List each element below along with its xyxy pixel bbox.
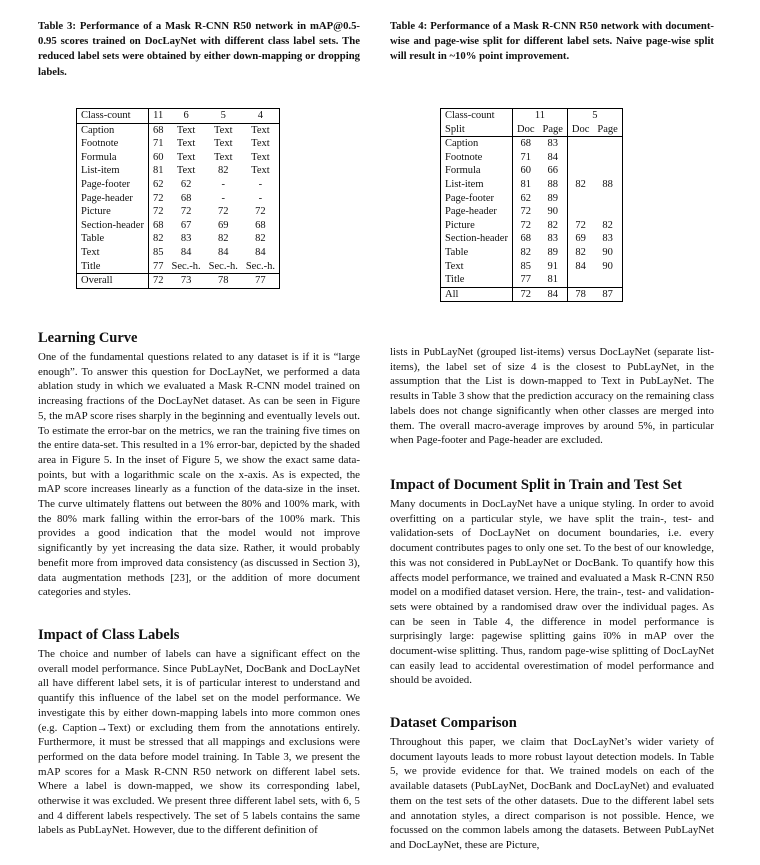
row-label: Footnote <box>441 151 513 165</box>
table-cell: 4 <box>242 109 280 124</box>
row-label: Footnote <box>77 137 149 151</box>
table-row <box>441 260 623 274</box>
table-cell: 73 <box>167 274 204 289</box>
table-header-cell: Page <box>538 123 567 137</box>
table-row <box>77 109 280 124</box>
table-cell <box>593 164 622 178</box>
table-cell: 84 <box>575 260 586 272</box>
table-cell: Text <box>251 124 270 136</box>
section-body: Many documents in DocLayNet have a unique styling. In order to avoid overfitting on a particular style, we have split the train-, test- and validation-sets of DocLayNet on document boundaries, i.e. every document contributes pages to only one set. To the best of our knowledge, this was not considered in PubLayNet or DocBank. To quantify how this affects model performance, we trained and evaluated a Mask R-CNN R50 model on a modified dataset version. Here, the train-, test- and validation-sets were obtained by a randomised draw over the individual pages. As can be seen in Table 4, the difference in model performance is surprisingly large: pagewise splitting gains ĩ0% in mAP over the document-wise splitting. Thus, random page-wise splitting of DocLayNet can easily lead to accidental overestimation of model performance and should be avoided. <box>390 498 714 687</box>
table-cell: 85 <box>152 246 164 258</box>
table-cell: 82 <box>602 219 613 231</box>
row-label: Title <box>441 273 513 287</box>
table4-caption: Table 4: Performance of a Mask R-CNN R50 network with document-wise and page-wise split for different label sets. Naive page-wise split will result in ~10% point improvement. <box>390 20 714 63</box>
table-cell: 77 <box>242 274 280 289</box>
section-heading: Dataset Comparison <box>390 715 517 731</box>
table-row <box>441 232 623 246</box>
table4 <box>440 108 623 302</box>
table-cell: 82 <box>520 246 531 258</box>
table-cell: 84 <box>180 246 192 258</box>
table-cell: 83 <box>180 233 192 245</box>
table-row <box>441 137 623 151</box>
table-cell: 82 <box>575 246 586 258</box>
row-label: Table <box>441 246 513 260</box>
row-label: Formula <box>441 164 513 178</box>
table-cell: 84 <box>538 151 567 165</box>
table-cell: Text <box>176 165 196 177</box>
table-cell <box>567 273 593 287</box>
table-cell: 83 <box>538 232 567 246</box>
section-body: Throughout this paper, we claim that DocLayNet’s wider variety of document layouts leads to more robust layout detection models. In Table 5, we provide evidence for that. We trained models on each of the available datasets (PubLayNet, DocBank and DocLayNet) and evaluated them on the test sets of the other datasets. Due to the different label sets and annotation styles, a direct comparison is not possible. Hence, we focussed on the common labels among the datasets. Between PubLayNet and DocLayNet, these are Picture, <box>390 736 714 851</box>
table-row <box>77 232 280 246</box>
table-cell: 62 <box>180 178 192 190</box>
table-cell: 87 <box>593 287 622 302</box>
table-cell: 82 <box>217 165 229 177</box>
table-header-cell: Doc <box>512 123 538 137</box>
table-row <box>77 205 280 219</box>
table-cell: 6 <box>167 109 204 124</box>
row-label: Formula <box>77 151 149 165</box>
table-row <box>77 123 280 137</box>
table-cell: 88 <box>538 178 567 192</box>
table-cell: Text <box>251 138 270 150</box>
table-cell: - <box>221 178 225 190</box>
table-cell: 83 <box>602 233 613 245</box>
row-label: Split <box>441 123 513 137</box>
section-heading: Impact of Document Split in Train and Test Set <box>390 477 682 493</box>
table-row <box>77 178 280 192</box>
row-label: Section-header <box>77 219 149 233</box>
table-cell <box>593 137 622 151</box>
table-cell: 60 <box>152 151 164 163</box>
row-label: Class-count <box>77 109 149 124</box>
row-label: Page-footer <box>441 192 513 206</box>
row-label: Picture <box>441 219 513 233</box>
row-label: Caption <box>441 137 513 151</box>
row-label: Page-header <box>77 192 149 206</box>
row-label: Section-header <box>441 232 513 246</box>
section-body: lists in PubLayNet (grouped list-items) versus DocLayNet (separate list-items), the label set of size 4 is the closest to PubLayNet, in the assumption that the List is down-mapped to Text in PubLayNet. The results in Table 3 show that the prediction accuracy on the remaining class labels does not change significantly when other classes are merged into them. The overall macro-average improves by around 5%, in particular when Page-footer and Page-header are excluded. <box>390 346 714 447</box>
row-label: Class-count <box>441 109 513 123</box>
table-row <box>77 192 280 206</box>
row-label: All <box>441 287 513 302</box>
table-row <box>77 164 280 178</box>
table-row <box>441 192 623 206</box>
table-cell: Text <box>251 151 270 163</box>
table-row <box>441 219 623 233</box>
table-cell: Text <box>176 151 196 163</box>
table-cell: - <box>221 192 225 204</box>
table-cell: 85 <box>520 260 531 272</box>
table-cell <box>593 273 622 287</box>
table-row <box>441 205 623 219</box>
table-cell: 90 <box>538 205 567 219</box>
table-cell: 60 <box>520 165 531 177</box>
table-cell: Text <box>176 138 196 150</box>
table-cell: 69 <box>575 233 586 245</box>
table-cell: 82 <box>217 233 229 245</box>
section-heading: Learning Curve <box>38 330 138 346</box>
table-cell: 89 <box>538 246 567 260</box>
table-row <box>441 287 623 302</box>
table-cell: 72 <box>180 206 192 218</box>
table-cell: 84 <box>217 246 229 258</box>
table-cell <box>567 151 593 165</box>
table-row <box>77 260 280 274</box>
row-label: List-item <box>77 164 149 178</box>
table-cell: 88 <box>602 178 613 190</box>
table-cell: 77 <box>520 274 531 286</box>
table-cell <box>567 164 593 178</box>
table-cell: 68 <box>152 219 164 231</box>
table-cell: 82 <box>152 233 164 245</box>
row-label: Picture <box>77 205 149 219</box>
table-cell: - <box>258 178 263 190</box>
section-learning-curve <box>38 329 360 600</box>
table-cell: 83 <box>538 137 567 151</box>
row-label: Text <box>77 246 149 260</box>
table-cell: 81 <box>152 165 164 177</box>
table-cell: 68 <box>152 124 164 136</box>
table-cell: 72 <box>152 206 164 218</box>
table-cell: 72 <box>148 274 167 289</box>
table-cell: 81 <box>538 273 567 287</box>
table-cell: 82 <box>255 233 266 245</box>
row-label: Title <box>77 260 149 274</box>
row-label: Overall <box>77 274 149 289</box>
table-cell: 78 <box>567 287 593 302</box>
table-row <box>77 246 280 260</box>
table-cell: 81 <box>520 178 531 190</box>
table-cell: 77 <box>152 260 164 272</box>
table-row <box>77 219 280 233</box>
table-header-cell: 11 <box>512 109 567 123</box>
table-row <box>77 151 280 165</box>
table-cell: 90 <box>602 246 613 258</box>
table-cell: 72 <box>512 287 538 302</box>
table-header-cell: Doc <box>567 123 593 137</box>
table-row <box>441 109 623 123</box>
table3 <box>76 108 280 289</box>
table-cell <box>593 205 622 219</box>
table-cell: - <box>258 192 263 204</box>
table-cell: 68 <box>180 192 192 204</box>
table-cell: 68 <box>520 233 531 245</box>
table-cell: 66 <box>538 164 567 178</box>
table-row <box>77 274 280 289</box>
table-cell: Text <box>176 124 196 136</box>
table-cell: 89 <box>538 192 567 206</box>
table-cell: 68 <box>520 138 531 150</box>
row-label: List-item <box>441 178 513 192</box>
section-body: One of the fundamental questions related to any dataset is if it is “large enough”. To answer this question for DocLayNet, we performed a data ablation study in which we evaluated a Mask R-CNN model trained on increasing fractions of the DocLayNet dataset. As can be seen in Figure 5, the mAP score rises sharply in the beginning and eventually levels out. To estimate the error-bar on the metrics, we ran the training five times on the entire data-set. This resulted in a 1% error-bar, depicted by the shaded area in Figure 5. In the inset of Figure 5, we show the exact same data-points, but with a logarithmic scale on the x-axis. As is expected, the mAP score increases linearly as a function of the data-size in the inset. The curve ultimately flattens out between the 80% and 100% mark, with the 80% mark falling within the error-bars of the 100% mark. This provides a good indication that the model would not improve significantly by yet increasing the data size. Rather, it would probably benefit more from improved data consistency (as discussed in Section 3), data augmentation methods [23], or the addition of more document categories and styles. <box>38 351 360 599</box>
section-body: The choice and number of labels can have a significant effect on the overall model performance. Since PubLayNet, DocBank and DocLayNet all have different label sets, it is of particular interest to understand and quantify this influence of the label set on the model performance. We investigate this by either down-mapping labels into more common ones (e.g. Caption→Text) or excluding them from the annotations entirely. Furthermore, it must be stressed that all mappings and exclusions were performed on the data before model training. In Table 3, we present the mAP scores for a Mask R-CNN R50 network on different label sets. Where a label is down-mapped, we show its corresponding label, otherwise it was excluded. We present three different label sets, with 6, 5 and 4 different labels respectively. The set of 5 labels contains the same labels as PubLayNet. However, due to the different definition of <box>38 648 360 837</box>
table-row <box>441 164 623 178</box>
section-document-split <box>390 476 714 688</box>
table-cell: 91 <box>538 260 567 274</box>
table-cell: 72 <box>520 219 531 231</box>
table-row <box>77 137 280 151</box>
table-cell: 90 <box>602 260 613 272</box>
table-cell: Sec.-h. <box>245 260 275 272</box>
table-cell: 67 <box>180 219 192 231</box>
row-label: Caption <box>77 123 149 137</box>
table-cell: Sec.-h. <box>171 260 201 272</box>
table-row <box>441 273 623 287</box>
section-heading: Impact of Class Labels <box>38 627 180 643</box>
table-cell: 82 <box>538 219 567 233</box>
section-dataset-comparison <box>390 714 714 853</box>
table-cell: 62 <box>152 178 164 190</box>
table-cell: 71 <box>520 151 531 163</box>
section-right-intro <box>390 345 714 448</box>
row-label: Table <box>77 232 149 246</box>
table-row <box>441 178 623 192</box>
row-label: Page-footer <box>77 178 149 192</box>
table-cell: Sec.-h. <box>208 260 238 272</box>
table3-caption: Table 3: Performance of a Mask R-CNN R50 network in mAP@0.5-0.95 scores trained on DocLayNet with different class label sets. The reduced label sets were obtained by either down-mapping or dropping labels. <box>38 20 360 78</box>
table-cell: 72 <box>255 206 266 218</box>
table-cell: 84 <box>255 246 266 258</box>
table-cell: 5 <box>205 109 242 124</box>
table-cell: Text <box>213 124 233 136</box>
table-cell <box>593 192 622 206</box>
table-row <box>441 123 623 137</box>
table-cell: 72 <box>217 206 229 218</box>
table-cell: Text <box>251 165 270 177</box>
table-cell <box>567 137 593 151</box>
table-cell <box>567 192 593 206</box>
table-header-cell: 5 <box>592 110 598 121</box>
row-label: Text <box>441 260 513 274</box>
row-label: Page-header <box>441 205 513 219</box>
table-cell: 82 <box>575 178 586 190</box>
table-row <box>441 246 623 260</box>
table-cell: 84 <box>538 287 567 302</box>
table-cell: 62 <box>520 192 531 204</box>
table-cell: 69 <box>217 219 229 231</box>
table-cell: 68 <box>255 219 266 231</box>
section-class-labels <box>38 626 360 838</box>
table-cell: Text <box>213 151 233 163</box>
table-cell: Text <box>213 138 233 150</box>
table-cell: 72 <box>520 206 531 218</box>
table-cell: 11 <box>148 109 167 124</box>
table-cell: 78 <box>205 274 242 289</box>
table-row <box>441 151 623 165</box>
table-cell <box>567 205 593 219</box>
table-cell <box>593 151 622 165</box>
table-header-cell: Page <box>593 123 622 137</box>
table-cell: 72 <box>575 219 586 231</box>
table-cell: 71 <box>152 138 164 150</box>
table-cell: 72 <box>152 192 164 204</box>
